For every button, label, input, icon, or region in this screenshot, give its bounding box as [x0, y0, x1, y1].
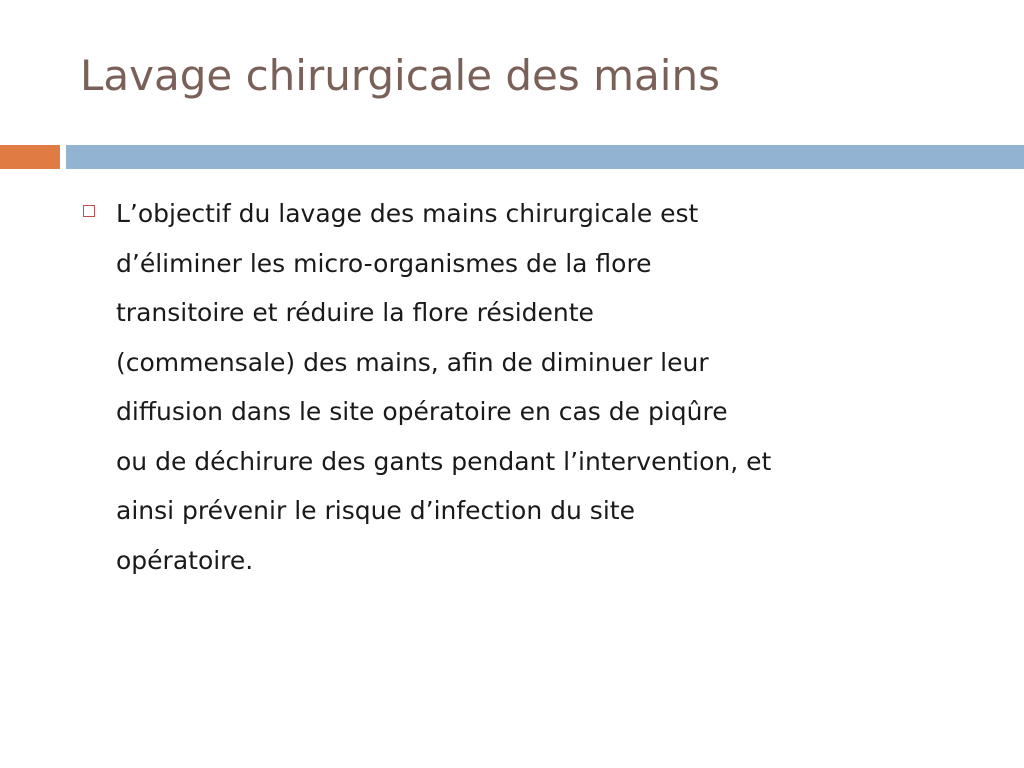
hollow-square-icon — [83, 205, 95, 217]
bullet-text-line: L’objectif du lavage des mains chirurgicale est — [116, 199, 699, 228]
bullet-text-line: d’éliminer les micro-organismes de la flore — [116, 248, 652, 278]
divider-accent-orange — [0, 145, 60, 169]
bullet-text — [116, 189, 976, 585]
bullet-text-line: transitoire et réduire la flore résidente — [116, 298, 594, 327]
slide-title: Lavage chirurgicale des mains — [80, 51, 720, 100]
bullet-item — [0, 189, 1024, 585]
bullet-text-line: ainsi prévenir le risque d’infection du site — [116, 496, 635, 525]
bullet-text-line: diffusion dans le site opératoire en cas de piqûre — [116, 397, 728, 426]
title-divider — [0, 145, 1024, 169]
divider-accent-blue — [66, 145, 1024, 169]
bullet-text-line: opératoire. — [116, 545, 254, 575]
bullet-text-line: ou de déchirure des gants pendant l’intervention, et — [116, 446, 772, 476]
bullet-list — [0, 189, 1024, 585]
bullet-text-line: (commensale) des mains, afin de diminuer leur — [116, 347, 709, 377]
